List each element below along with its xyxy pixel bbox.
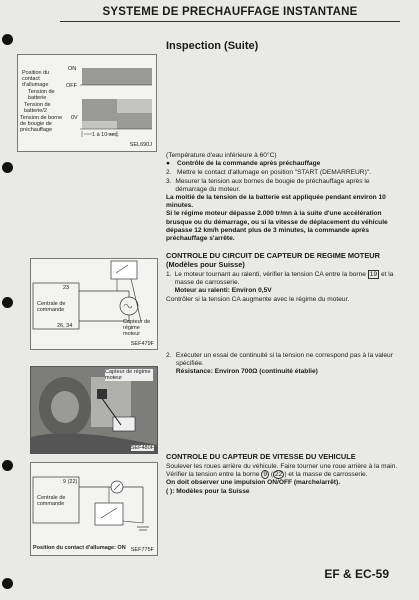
on-label: ON (68, 66, 77, 72)
sensor-photo-label: Capteur de régime moteur (105, 369, 153, 381)
crank-sensor-text (166, 251, 398, 304)
ignition-position-label: Position du contact d'allumage (22, 70, 50, 88)
figure-code: SEF775F (130, 547, 154, 553)
binder-hole (2, 297, 13, 308)
voltage-check-text: Vérifier la tension entre la borne 9 ( 22 ) et la masse de carrosserie. (166, 471, 368, 479)
pulse-note: On doit observer une impulsion ON/OFF (marche/arrêt). (166, 479, 341, 487)
binder-hole (2, 578, 13, 589)
section-heading: CONTROLE DU CAPTEUR DE VITESSE DU VEHICULE (166, 452, 356, 461)
figure-code: SEF480F (130, 445, 154, 451)
figure-code: SEL690J (129, 142, 152, 148)
ecu-label: Centrale de commande (37, 495, 66, 507)
duration-label: 1 à 10 sec. (92, 132, 119, 138)
crank-sensor-circuit-figure (30, 258, 158, 350)
binder-hole (2, 34, 13, 45)
circuit-svg (31, 463, 157, 555)
page-title: SYSTEME DE PRECHAUFFAGE INSTANTANE (102, 6, 358, 18)
timing-chart-figure (17, 54, 157, 152)
glow-plug-voltage-label: Tension de borne de bougie de préchauffage (20, 115, 63, 133)
sensor-photo-figure (30, 366, 158, 454)
pin-label: 9 (22) (63, 479, 78, 485)
battery-voltage-label: Tension de batterie (28, 89, 55, 101)
continuity-text (166, 352, 398, 377)
section-title: Inspection (Suite) (166, 40, 259, 52)
figure-code: SEF479F (130, 341, 154, 347)
swiss-note: ( ): Modèles pour la Suisse (166, 487, 250, 495)
off-label: OFF (66, 83, 77, 89)
step-1: 1. Le moteur tournant au ralenti, vérifier la tension CA entre la borne 19 et la masse de carrosserie. Moteur au ralenti: Environ 0,5V (166, 271, 394, 295)
pin-26-34-label: 26, 34 (57, 323, 73, 329)
ecu-label: Centrale de commande (37, 301, 66, 313)
pin-23-label: 23 (63, 285, 70, 291)
glow-control-text (166, 152, 398, 243)
title-rule (60, 21, 400, 22)
sensor-label: Capteur de régime moteur (123, 319, 151, 337)
temperature-note: (Température d'eau inférieure à 60°C) (166, 152, 277, 159)
zero-volt-label: 0V (71, 115, 78, 121)
stop-condition-note: Si le régime moteur dépasse 2.000 tr/mn à la suite d'une accélération brusque ou du démarrage, ou si la vitesse de déplacement du véhicule dépasse 12 km/h pendant plus de 3 minutes, la commande après préchauffage s'arrête. (166, 210, 388, 243)
speed-sensor-text (166, 452, 398, 496)
page-number: EF & EC-59 (324, 567, 389, 581)
step-2: 2. Mettre le contact d'allumage en position "START (DEMARREUR)". (166, 169, 371, 177)
half-voltage-note: La moitié de la tension de la batterie est appliquée pendant environ 10 minutes. (166, 194, 386, 210)
lift-wheels-text: Soulever les roues arrière du véhicule. Faire tourner une roue arrière à la main. (166, 463, 398, 470)
binder-hole (2, 460, 13, 471)
half-battery-label: Tension de batterie/2 (24, 102, 51, 114)
step-2: 2. Exécuter un essai de continuité si la tension ne correspond pas à la valeur spécifiée. Résistance: Environ 700Ω (continuité établie) (166, 352, 393, 376)
step-3: 3. Mesurer la tension aux bornes de bougie de préchauffage après le démarrage du moteur. (166, 177, 370, 193)
section-heading: CONTROLE DU CIRCUIT DE CAPTEUR DE REGIME MOTEUR (Modèles pour Suisse) (166, 251, 380, 269)
speed-sensor-circuit-figure (30, 462, 158, 556)
ignition-on-caption: Position du contact d'allumage: ON (33, 545, 126, 551)
check-text: Contrôler si la tension CA augmente avec le régime du moteur. (166, 295, 350, 303)
binder-hole (2, 162, 13, 173)
bullet-item: ● Contrôle de la commande après préchauffage (166, 160, 321, 168)
